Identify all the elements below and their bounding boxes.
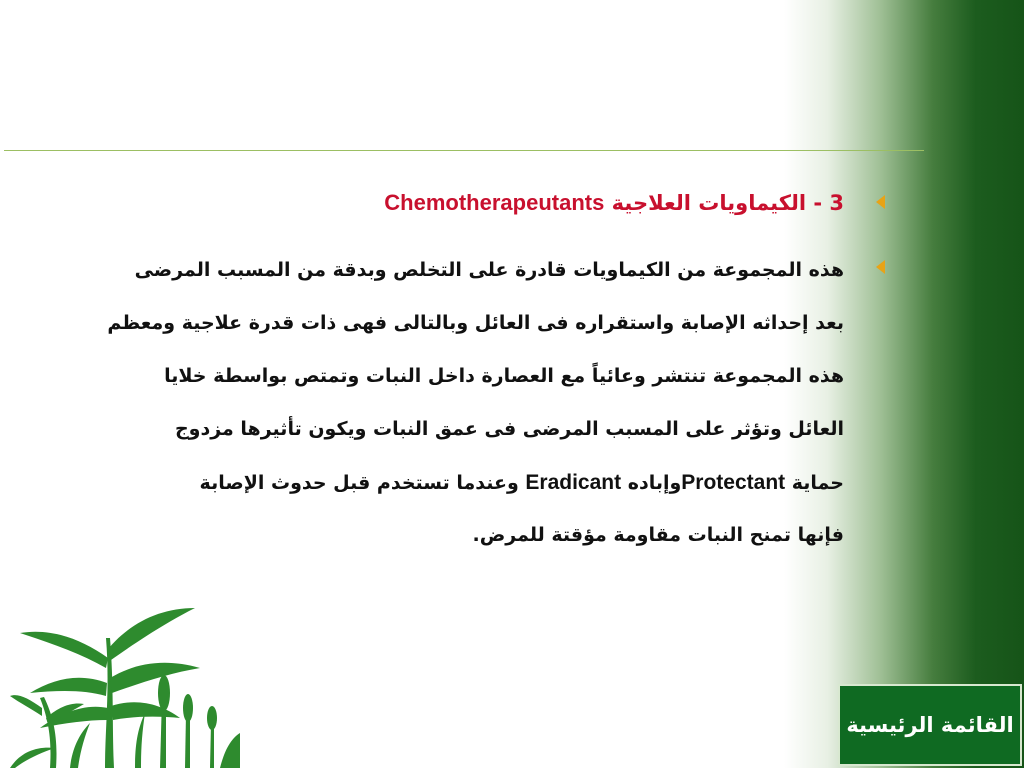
plants-silhouette-icon bbox=[10, 598, 240, 768]
paragraph-text: وإباده bbox=[621, 472, 682, 494]
slide-heading bbox=[384, 186, 844, 220]
paragraph-line: هذه المجموعة تنتشر وعائياً مع العصارة داخل النبات وتمتص بواسطة خلايا bbox=[164, 365, 844, 387]
paragraph-text: وعندما تستخدم قبل حدوث الإصابة bbox=[199, 472, 526, 494]
main-menu-button[interactable]: القائمة الرئيسية bbox=[838, 684, 1022, 766]
term-protectant: Protectant bbox=[681, 471, 786, 494]
paragraph-line: فإنها تمنح النبات مقاومة مؤقتة للمرض. bbox=[472, 524, 844, 546]
paragraph-line: بعد إحداثه الإصابة واستقراره فى العائل وبالتالى فهى ذات قدرة علاجية ومعظم bbox=[107, 312, 844, 334]
paragraph-text: حماية bbox=[785, 472, 844, 494]
paragraph-line: العائل وتؤثر على المسبب المرضى فى عمق النبات ويكون تأثيرها مزدوج bbox=[174, 418, 844, 440]
heading-english-term: Chemotherapeutants bbox=[384, 190, 605, 215]
triangle-bullet-icon bbox=[876, 260, 885, 274]
triangle-bullet-icon bbox=[876, 195, 885, 209]
paragraph-line: هذه المجموعة من الكيماويات قادرة على التخلص وبدقة من المسبب المرضى bbox=[134, 259, 844, 281]
paragraph-line bbox=[24, 456, 844, 509]
term-eradicant: Eradicant bbox=[525, 471, 622, 494]
body-paragraph bbox=[24, 244, 844, 562]
heading-arabic: 3 - الكيماويات العلاجية bbox=[604, 191, 844, 215]
title-divider bbox=[4, 150, 924, 151]
